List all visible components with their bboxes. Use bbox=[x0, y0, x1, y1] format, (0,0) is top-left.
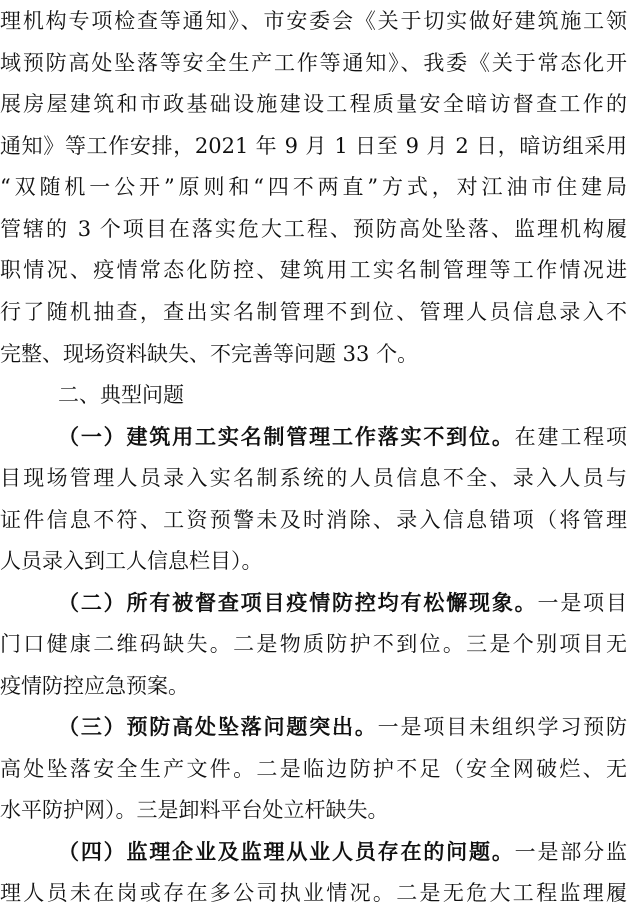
item-first-line bbox=[58, 833, 627, 871]
paragraph-line: 职情况、疫情常态化防控、建筑用工实名制管理等工作情况进 bbox=[0, 251, 627, 289]
paragraph-line: 目现场管理人员录入实名制系统的人员信息不全、录入人员与 bbox=[0, 459, 627, 497]
paragraph-line: 理人员未在岗或存在多公司执业情况。二是无危大工程监理履 bbox=[0, 874, 627, 912]
item-text: 一是项目 bbox=[538, 591, 627, 615]
item-text: 一是项目未组织学习预防 bbox=[378, 715, 627, 739]
item-title: （四）监理企业及监理从业人员存在的问题。 bbox=[58, 839, 515, 864]
paragraph-line: 证件信息不符、工资预警未及时消除、录入信息错项（将管理 bbox=[0, 501, 627, 539]
item-title: （二）所有被督查项目疫情防控均有松懈现象。 bbox=[58, 590, 538, 615]
paragraph-line: 高处坠落安全生产文件。二是临边防护不足（安全网破烂、无 bbox=[0, 750, 627, 788]
paragraph-line: 理机构专项检查等通知》、市安委会《关于切实做好建筑施工领 bbox=[0, 2, 627, 40]
item-text: 一是部分监 bbox=[515, 840, 627, 864]
paragraph-line: 门口健康二维码缺失。二是物质防护不到位。三是个别项目无 bbox=[0, 625, 627, 663]
paragraph-line: 展房屋建筑和市政基础设施建设工程质量安全暗访督查工作的 bbox=[0, 85, 627, 123]
paragraph-line: 通知》等工作安排，2021 年 9 月 1 日至 9 月 2 日，暗访组采用 bbox=[0, 127, 627, 165]
paragraph-line: 人员录入到工人信息栏目）。 bbox=[0, 542, 627, 580]
paragraph-line: 行了随机抽查，查出实名制管理不到位、管理人员信息录入不 bbox=[0, 293, 627, 331]
paragraph-line: 水平防护网）。三是卸料平台处立杆缺失。 bbox=[0, 791, 627, 829]
paragraph-line: 域预防高处坠落等安全生产工作等通知》、我委《关于常态化开 bbox=[0, 44, 627, 82]
paragraph-line: 完整、现场资料缺失、不完善等问题 33 个。 bbox=[0, 335, 627, 373]
paragraph-line: 疫情防控应急预案。 bbox=[0, 667, 627, 705]
item-text: 在建工程项 bbox=[515, 425, 627, 449]
paragraph-line: 管辖的 3 个项目在落实危大工程、预防高处坠落、监理机构履 bbox=[0, 210, 627, 248]
item-title: （三）预防高处坠落问题突出。 bbox=[58, 714, 378, 739]
item-first-line bbox=[58, 418, 627, 456]
item-first-line bbox=[58, 584, 627, 622]
section-heading: 二、典型问题 bbox=[58, 376, 184, 414]
item-first-line bbox=[58, 708, 627, 746]
paragraph-line: “双随机一公开”原则和“四不两直”方式，对江油市住建局 bbox=[0, 168, 627, 206]
item-title: （一）建筑用工实名制管理工作落实不到位。 bbox=[58, 424, 515, 449]
